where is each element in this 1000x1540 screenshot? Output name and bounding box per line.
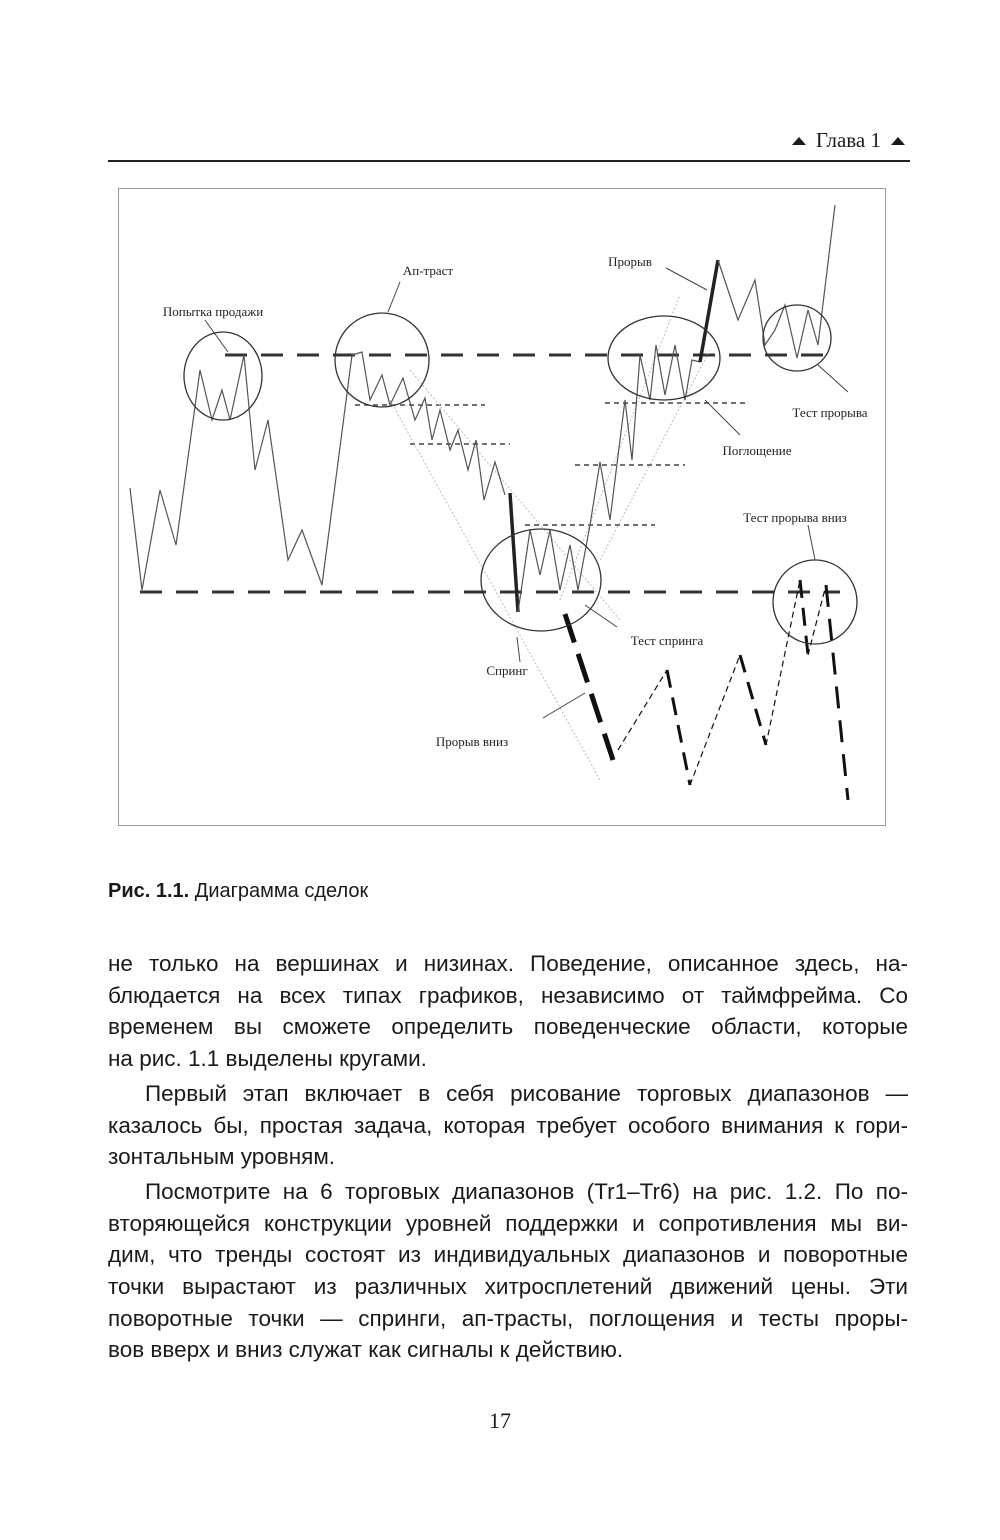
label-spring: Спринг (486, 663, 528, 678)
text-line: поворотные точки — спринги, ап-трасты, поглощения и тесты проры- (108, 1305, 908, 1331)
label-absorption: Поглощение (722, 443, 792, 458)
text-line: Посмотрите на 6 торговых диапазонов (Tr1–Tr6) на рис. 1.2. По по- (145, 1178, 908, 1204)
text-line: дим, что тренды состоят из индивидуальных диапазонов и поворотные (108, 1242, 908, 1268)
text-line: точки вырастают из различных хитросплетений движений цены. Эти (108, 1274, 908, 1300)
breakout-bar (700, 260, 718, 362)
minor-levels (355, 403, 745, 525)
trend-channel (390, 295, 710, 780)
chapter-title: Глава 1 (815, 128, 881, 152)
paragraph (108, 1176, 908, 1366)
label-spring-test: Тест спринга (630, 633, 704, 648)
paragraph (108, 1078, 908, 1173)
price-path-2 (518, 345, 700, 612)
spring-bar (510, 493, 518, 612)
text-line: не только на вершинах и низинах. Поведение, описанное здесь, на- (108, 951, 908, 976)
text-line: временем вы сможете определить поведенческие области, которые (108, 1014, 908, 1040)
label-sell-attempt: Попытка продажи (162, 304, 264, 319)
upthrust-circle (335, 313, 429, 407)
page-number: 17 (489, 1408, 511, 1433)
text-line: Первый этап включает в себя рисование торговых диапазонов — (145, 1080, 908, 1106)
text-line: вторяющейся конструкции уровней поддержки и сопротивления мы ви- (108, 1210, 908, 1236)
label-breakout-test: Тест прорыва (792, 405, 868, 420)
price-path-3 (718, 205, 835, 358)
breakout-test-circle (763, 305, 831, 371)
label-pointers (205, 268, 848, 718)
text-line: зонтальным уровням. (108, 1144, 336, 1170)
text-line: на рис. 1.1 выделены кругами. (108, 1046, 427, 1072)
paragraph (108, 948, 908, 1075)
breakdown-test-circle (773, 560, 857, 644)
breakdown-path (565, 580, 848, 800)
text-line: блюдается на всех типах графиков, независимо от таймфрейма. Со (108, 982, 908, 1008)
text-line: вов вверх и вниз служат как сигналы к действию. (108, 1337, 624, 1363)
label-upthrust: Ап-траст (402, 263, 454, 278)
caption-number: Рис. 1.1. (108, 880, 190, 902)
price-path (130, 352, 505, 590)
label-breakdown-test: Тест прорыва вниз (743, 510, 847, 525)
figure-caption (108, 880, 368, 903)
label-breakout: Прорыв (608, 254, 652, 269)
body-text (108, 948, 908, 1369)
label-breakdown: Прорыв вниз (435, 734, 509, 749)
text-line: казалось бы, простая задача, которая требует особого внимания к гори- (108, 1112, 908, 1138)
spring-circle (481, 529, 601, 631)
caption-text: Диаграмма сделок (189, 880, 369, 902)
